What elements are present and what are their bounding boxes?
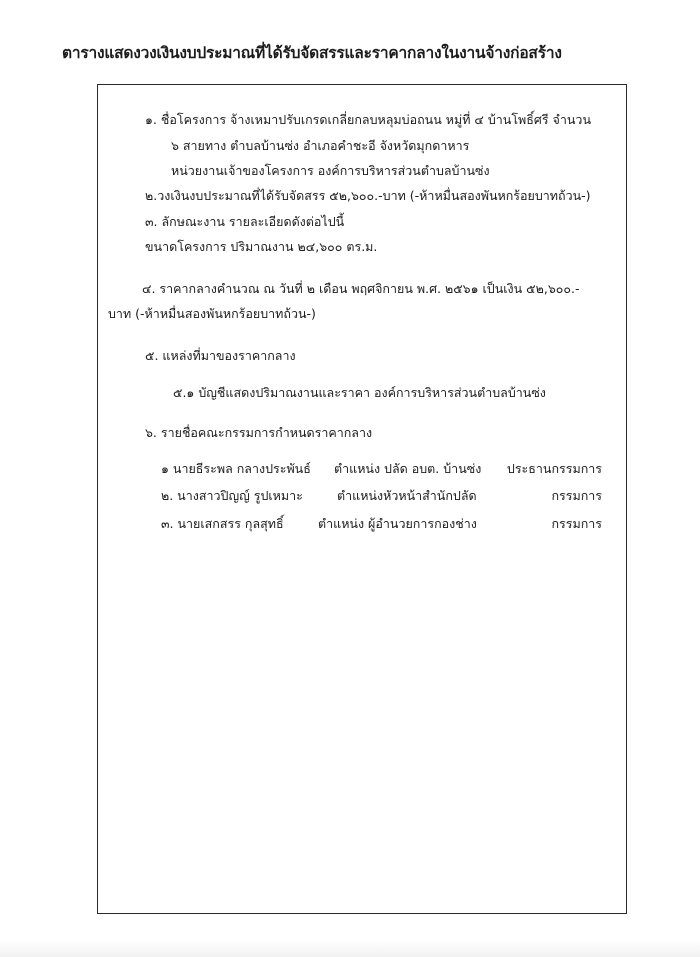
- committee-member-role: ประธานกรรมการ: [506, 461, 602, 476]
- committee-member-name: ๓. นายเสกสรร กุลสุทธิ์: [161, 516, 284, 531]
- committee-member-row: [0, 516, 700, 532]
- page-bottom-edge: [0, 940, 700, 957]
- committee-heading: ๖. รายชื่อคณะกรรมการกำหนดราคากลาง: [145, 425, 373, 440]
- price-source-heading: ๕. แหล่งที่มาของราคากลาง: [145, 348, 296, 363]
- median-price-line-2: บาท (-ห้าหมื่นสองพันหกร้อยบาทถ้วน-): [108, 306, 316, 321]
- committee-member-name: ๒. นางสาวปิญญ์ รูปเหมาะ: [161, 488, 303, 503]
- project-size: ขนาดโครงการ ปริมาณงาน ๒๔,๖๐๐ ตร.ม.: [145, 239, 378, 254]
- committee-member-row: [0, 461, 700, 477]
- project-name-line-1: ๑. ชื่อโครงการ จ้างเหมาปรับเกรดเกลี่ยกลบหลุมบ่อถนน หมู่ที่ ๔ บ้านโพธิ์ศรี จำนวน: [145, 112, 591, 127]
- committee-member-position: ตำแหน่ง ปลัด อบต. บ้านซ่ง: [334, 461, 482, 476]
- committee-member-position: ตำแหน่ง ผู้อำนวยการกองช่าง: [318, 516, 477, 531]
- committee-member-name: ๑ นายธีระพล กลางประพันธ์: [161, 461, 311, 476]
- committee-member-role: กรรมการ: [551, 488, 602, 503]
- work-type-heading: ๓. ลักษณะงาน รายละเอียดดังต่อไปนี้: [145, 214, 345, 229]
- committee-member-position: ตำแหน่งหัวหน้าสำนักปลัด: [337, 488, 477, 503]
- page-title: ตารางแสดงวงเงินงบประมาณที่ได้รับจัดสรรและราคากลางในงานจ้างก่อสร้าง: [62, 44, 562, 62]
- project-name-line-2: ๖ สายทาง ตำบลบ้านซ่ง อำเภอคำชะอี จังหวัดมุกดาหาร: [171, 138, 470, 153]
- committee-member-role: กรรมการ: [551, 516, 602, 531]
- median-price-line-1: ๔. ราคากลางคำนวณ ณ วันที่ ๒ เดือน พฤศจิกายน พ.ศ. ๒๕๖๑ เป็นเงิน ๕๒,๖๐๐.-: [142, 281, 580, 296]
- committee-member-row: [0, 488, 700, 504]
- budget-amount: ๒.วงเงินงบประมาณที่ได้รับจัดสรร ๕๒,๖๐๐.-บาท (-ห้าหมื่นสองพันหกร้อยบาทถ้วน-): [145, 188, 591, 203]
- project-owner: หน่วยงานเจ้าของโครงการ องค์การบริหารส่วนตำบลบ้านซ่ง: [171, 163, 490, 178]
- price-source-item: ๕.๑ บัญชีแสดงปริมาณงานและราคา องค์การบริหารส่วนตำบลบ้านซ่ง: [173, 385, 546, 400]
